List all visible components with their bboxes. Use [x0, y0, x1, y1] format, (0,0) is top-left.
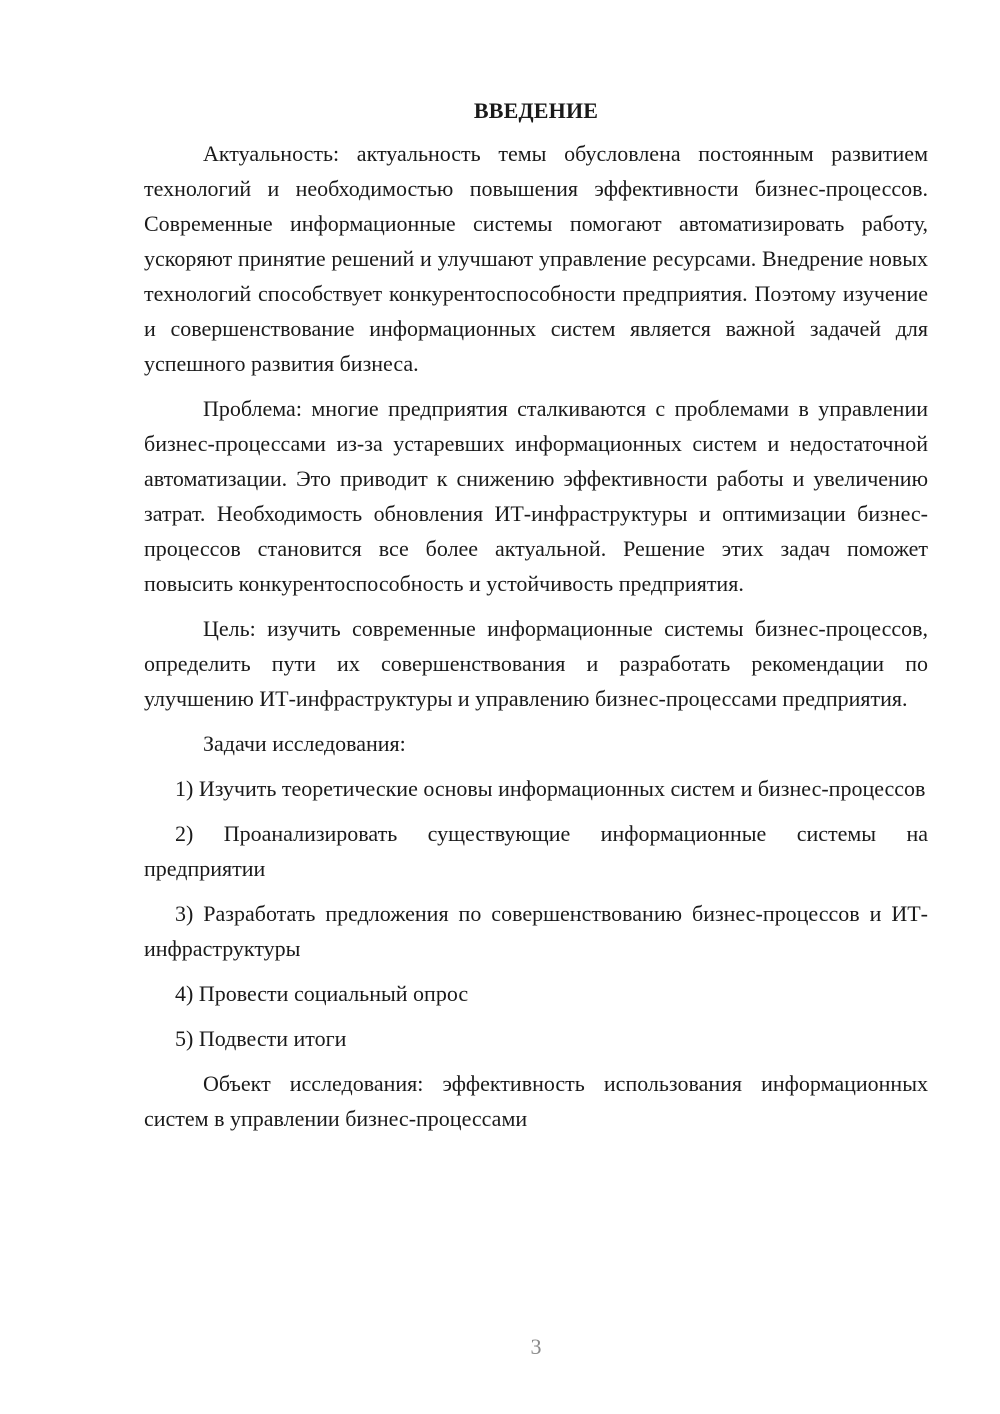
task-item: 4) Провести социальный опрос [175, 981, 469, 1006]
paragraph-problem: Проблема: многие предприятия сталкиваются с проблемами в управлении бизнес-процессами из-за устаревших информационных систем и недостаточной автоматизации. Это приводит к снижению эффективности работы и увеличению затрат. Необходимость обновления ИТ-инфраструктуры и оптимизации бизнес-процессов становится все более актуальной. Решение этих задач поможет повысить конкурентоспособность и устойчивость предприятия. [144, 396, 928, 596]
task-item: 1) Изучить теоретические основы информационных систем и бизнес-процессов [175, 776, 926, 801]
document-page [144, 96, 928, 1146]
paragraph-relevance: Актуальность: актуальность темы обусловлена постоянным развитием технологий и необходимостью повышения эффективности бизнес-процессов. Современные информационные системы помогают автоматизировать работу, ускоряют принятие решений и улучшают управление ресурсами. Внедрение новых технологий способствует конкурентоспособности предприятия. Поэтому изучение и совершенствование информационных систем является важной задачей для успешного развития бизнеса. [144, 141, 928, 376]
paragraph-object: Объект исследования: эффективность использования информационных систем в управлении бизнес-процессами [144, 1071, 928, 1131]
tasks-list [144, 771, 928, 1056]
task-item: 2) Проанализировать существующие информационные системы на предприятии [144, 821, 928, 881]
task-item: 3) Разработать предложения по совершенствованию бизнес-процессов и ИТ-инфраструктуры [144, 901, 928, 961]
paragraph-goal: Цель: изучить современные информационные системы бизнес-процессов, определить пути их совершенствования и разработать рекомендации по улучшению ИТ-инфраструктуры и управлению бизнес-процессами предприятия. [144, 616, 928, 711]
section-title: ВВЕДЕНИЕ [473, 98, 599, 123]
page-number: 3 [530, 1334, 542, 1359]
task-item: 5) Подвести итоги [175, 1026, 347, 1051]
tasks-heading: Задачи исследования: [203, 731, 406, 756]
